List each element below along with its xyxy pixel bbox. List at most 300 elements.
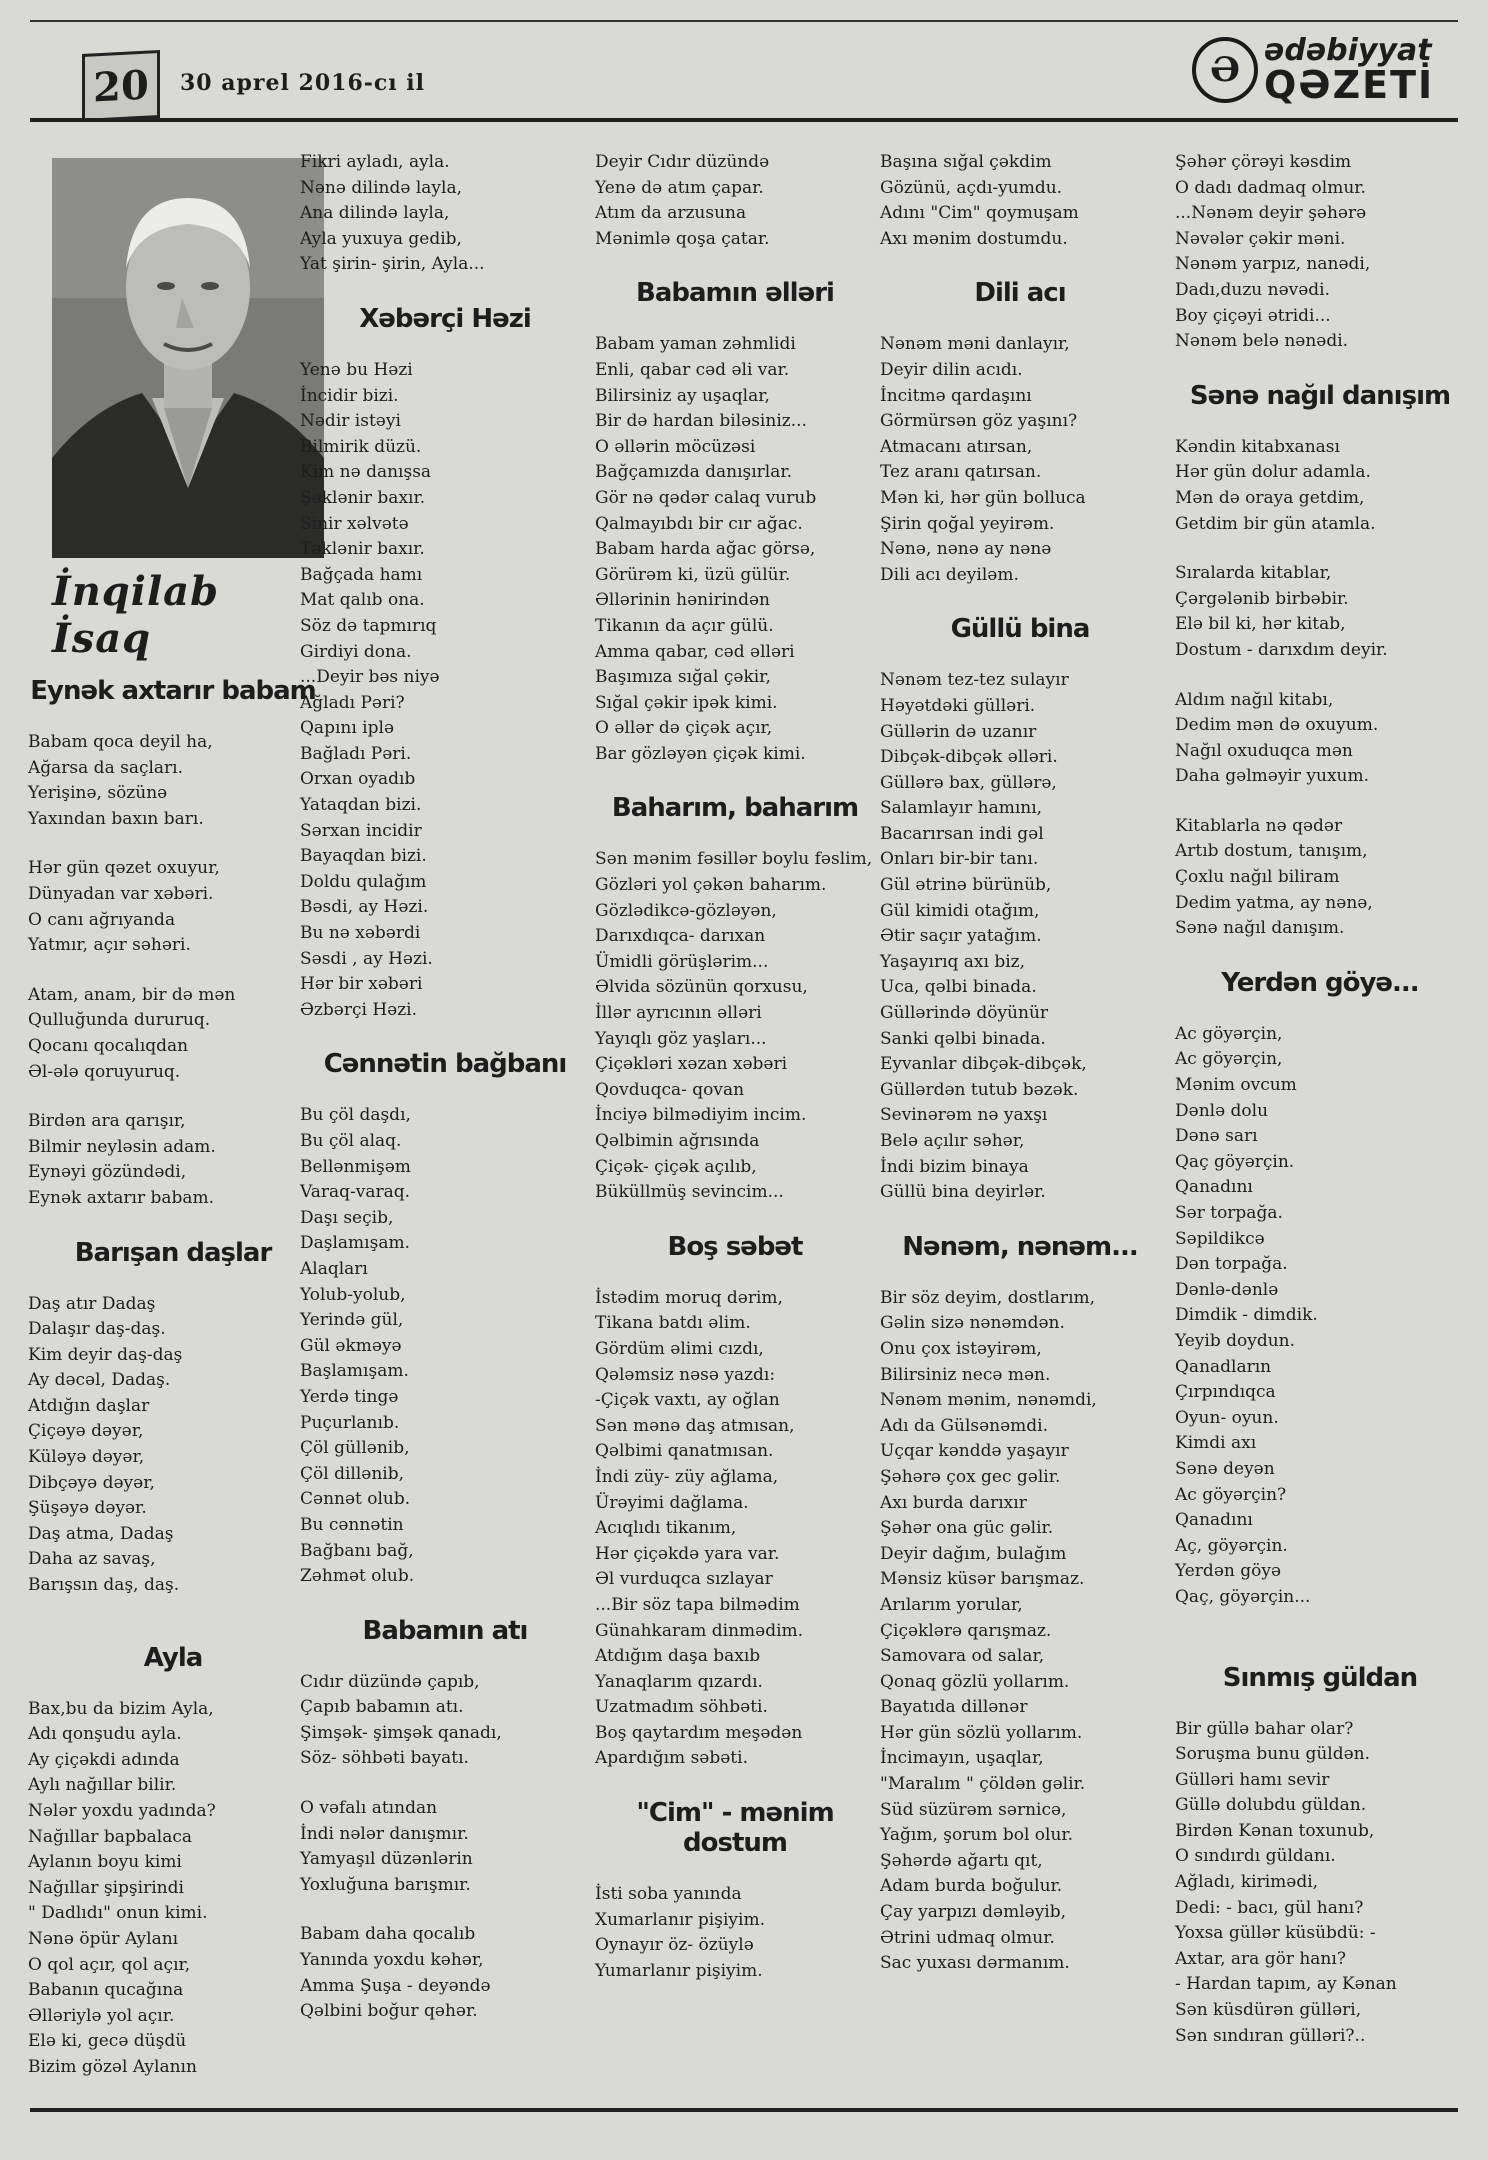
poem-line: İsti soba yanında — [595, 1884, 742, 1905]
poem-line: Elə ki, gecə düşdü — [28, 2031, 187, 2052]
poem-line: Eyvanlar dibçək-dibçək, — [880, 1054, 1087, 1075]
poem-line: Sıralarda kitablar, — [1175, 563, 1332, 584]
poem-line: İndi nələr danışmır. — [300, 1823, 469, 1844]
poem-line: Dənlə dolu — [1175, 1100, 1269, 1121]
poem-title: Sınmış güldan — [1222, 1662, 1418, 1693]
poem-line: Salamlayır hamını, — [880, 798, 1043, 819]
poem-line: Mənimlə qoşa çatar. — [595, 228, 770, 249]
poem-title: Yerdən göyə... — [1221, 967, 1419, 998]
poem-line: Ac göyərçin? — [1175, 1484, 1287, 1505]
poem-babamin-ati — [300, 1616, 590, 2025]
poem-line: Ümidli görüşlərim... — [595, 951, 769, 972]
poem-lines — [28, 1697, 318, 2081]
poem-lines — [595, 332, 875, 767]
poem-line: Bilirsiniz necə mən. — [880, 1364, 1051, 1385]
poem-line: Yaxından baxın barı. — [28, 808, 204, 829]
poem-barisan — [28, 1238, 318, 1599]
poem-line: Nənə öpür Aylanı — [28, 1928, 179, 1949]
poem-line: Boy çiçəyi ətridi... — [1175, 305, 1331, 326]
poem-line: Sərxan incidir — [300, 820, 422, 841]
poem-line: Hər gün sözlü yollarım. — [880, 1722, 1083, 1743]
poem-line: Əl-ələ qoruyuruq. — [28, 1061, 181, 1082]
poem-line: Orxan oyadıb — [300, 769, 416, 790]
poem-line: O canı ağrıyanda — [28, 909, 176, 930]
poem-line: Gördüm əlimi cızdı, — [595, 1338, 764, 1359]
poem-line: Bir güllə bahar olar? — [1175, 1718, 1354, 1739]
author-name: İnqilab İsaq — [52, 568, 220, 662]
poem-line: Nənəm tez-tez sulayır — [880, 670, 1069, 691]
poem-title: Sənə nağıl danışım — [1189, 380, 1451, 411]
poem-nenem — [880, 1232, 1160, 1977]
poem-yerden — [1175, 968, 1465, 1611]
poem-line: Çoxlu nağıl biliram — [1175, 867, 1340, 888]
poem-lines — [1175, 150, 1465, 355]
poem-line: Yaşayırıq axı biz, — [880, 951, 1026, 972]
poem-line: Doldu qulağım — [300, 871, 427, 892]
poem-line: Alaqları — [300, 1258, 368, 1279]
poem-bos-sebet — [595, 1232, 875, 1772]
poem-line: Qapını iplə — [300, 718, 394, 739]
poem-line: Mənsiz küsər barışmaz. — [880, 1569, 1085, 1590]
poem-lines — [300, 358, 590, 1023]
poem-line: Qaç göyərçin. — [1175, 1151, 1295, 1172]
poem-line: Bilirsiniz ay uşaqlar, — [595, 385, 770, 406]
poem-line: Acıqlıdı tikanım, — [595, 1518, 737, 1539]
poem-line: Nənəm yarpız, nanədi, — [1175, 254, 1371, 275]
poem-line: Belə açılır səhər, — [880, 1131, 1025, 1151]
poem-line: Əlvida sözünün qorxusu, — [595, 977, 808, 998]
poem-lines — [880, 1286, 1160, 1977]
poem-line: -Çiçək vaxtı, ay oğlan — [595, 1390, 780, 1411]
poem-line: Dən torpağa. — [1175, 1254, 1288, 1275]
poem-line: Amma Şuşa - deyəndə — [300, 1975, 491, 1996]
stanza-gap — [28, 1085, 318, 1109]
poem-line: Puçurlanıb. — [300, 1412, 400, 1433]
poem-line: Boş qaytardım meşədən — [595, 1722, 803, 1743]
poem-line: Aylanın boyu kimi — [28, 1852, 182, 1873]
poem-line: İncitmə qardaşını — [880, 385, 1032, 406]
poem-ayla-continued — [300, 150, 590, 278]
poem-line: Bacarırsan indi gəl — [880, 823, 1044, 844]
poem-line: Əl vurduqca sızlayar — [595, 1569, 773, 1590]
poem-title: Eynək axtarır babam — [30, 676, 316, 706]
poem-line: Hər bir xəbəri — [300, 974, 423, 995]
poem-line: Nələr yoxdu yadında? — [28, 1801, 216, 1821]
poem-line: Nənəm məni danlayır, — [880, 334, 1070, 355]
poem-line: Yeyib doydun. — [1175, 1330, 1296, 1351]
poem-lines — [595, 1882, 875, 1984]
author-photo — [52, 158, 324, 558]
poem-title: Güllü bina — [950, 614, 1090, 645]
poem-line: Mənim ovcum — [1175, 1075, 1297, 1096]
poem-line: Dənə sarı — [1175, 1126, 1258, 1147]
poem-line: Ətrini udmaq olmur. — [880, 1927, 1055, 1948]
poem-line: Yamyaşıl düzənlərin — [300, 1849, 473, 1870]
poem-nagil — [1175, 381, 1465, 942]
poem-line: Tikanın da açır gülü. — [595, 615, 774, 636]
poem-line: Bağçada hamı — [300, 564, 423, 585]
poem-line: Bəsdi, ay Həzi. — [300, 897, 429, 918]
poem-line: Gözünü, açdı-yumdu. — [880, 177, 1063, 198]
poem-line: Səsdi , ay Həzi. — [300, 948, 433, 969]
poem-line: Qulluğunda dururuq. — [28, 1010, 211, 1031]
poem-line: Ağarsa da saçları. — [28, 757, 184, 778]
poem-line: Darıxdıqca- darıxan — [595, 926, 766, 947]
poem-line: Görmürsən göz yaşını? — [880, 411, 1078, 432]
poem-line: Qəlbini boğur qəhər. — [300, 2001, 478, 2022]
poem-line: Söz də tapmırıq — [300, 615, 437, 636]
poem-line: Şirin qoğal yeyirəm. — [880, 513, 1055, 534]
poem-line: Adını "Cim" qoymuşam — [880, 203, 1079, 224]
poem-sinmis — [1175, 1663, 1465, 2050]
poem-line: Dostum - darıxdım deyir. — [1175, 639, 1388, 660]
poem-line: Barışsın daş, daş. — [28, 1575, 180, 1596]
poem-line: Atdığım daşa baxıb — [595, 1646, 761, 1667]
poem-cennet — [300, 1049, 590, 1589]
poem-line: Nənəm belə nənədi. — [1175, 331, 1349, 352]
poem-lines — [300, 150, 590, 278]
poem-line: Ay dəcəl, Dadaş. — [28, 1370, 171, 1391]
poem-line: Şüşəyə dəyər. — [28, 1498, 147, 1519]
poem-line: Qəlbimin ağrısında — [595, 1131, 760, 1151]
column-3 — [595, 150, 875, 2010]
poem-line: Deyir Cıdır düzündə — [595, 152, 770, 172]
poem-line: Kimdi axı — [1175, 1433, 1257, 1454]
poem-line: Ana dilində layla, — [300, 203, 450, 224]
poem-line: Küləyə dəyər, — [28, 1447, 145, 1468]
poem-line: Yumarlanır pişiyim. — [595, 1960, 763, 1981]
poem-title: Ayla — [143, 1642, 203, 1673]
poem-line: Apardığım səbəti. — [595, 1748, 748, 1769]
poem-line: Daşı seçib, — [300, 1207, 394, 1228]
poem-line: Şəhərə çox gec gəlir. — [880, 1466, 1061, 1487]
poem-line: Babam harda ağac görsə, — [595, 539, 816, 560]
poem-line: Atam, anam, bir də mən — [28, 984, 236, 1005]
poem-line: Yayıqlı göz yaşları... — [595, 1028, 767, 1049]
poem-line: Babam yaman zəhmlidi — [595, 334, 796, 355]
poem-line: İncimayın, uşaqlar, — [880, 1748, 1044, 1769]
poem-line: ...Bir söz tapa bilmədim — [595, 1594, 800, 1615]
poem-line: Deyir dağım, bulağım — [880, 1543, 1067, 1564]
poem-title: Babamın əlləri — [636, 278, 834, 309]
logo-bottom-text: QƏZETİ — [1264, 63, 1435, 107]
poem-line: - Hardan tapım, ay Kənan — [1175, 1974, 1397, 1995]
poem-line: Varaq-varaq. — [300, 1182, 411, 1203]
column-5 — [1175, 150, 1465, 2075]
poem-line: Güllərində döyünür — [880, 1003, 1049, 1024]
poem-line: Bağçamızda danışırlar. — [595, 462, 793, 483]
poem-line: Başımıza sığal çəkir, — [595, 667, 771, 688]
poem-line: Sən mənə daş atmısan, — [595, 1415, 795, 1436]
poem-line: Mən də oraya getdim, — [1175, 487, 1365, 508]
poem-title: Dili acı — [974, 278, 1066, 309]
poem-line: Nənəm mənim, nənəmdi, — [880, 1390, 1097, 1411]
poem-line: O vəfalı atından — [300, 1798, 438, 1819]
poem-line: Cıdır düzündə çapıb, — [300, 1671, 480, 1692]
poem-line: Bilmir neyləsin adam. — [28, 1136, 216, 1157]
poem-line: Fikri ayladı, ayla. — [300, 152, 450, 172]
poem-line: Daha az savaş, — [28, 1549, 156, 1570]
poem-line: Gəlin sizə nənəmdən. — [880, 1313, 1065, 1334]
poem-line: Dedim mən də oxuyum. — [1175, 715, 1379, 736]
poem-line: Gör nə qədər calaq vurub — [595, 487, 817, 508]
poem-lines — [28, 1292, 318, 1599]
poem-line: Babam qoca deyil ha, — [28, 732, 213, 752]
poem-line: Sən mənim fəsillər boylu fəslim, — [595, 849, 873, 870]
poem-line: Başına sığal çəkdim — [880, 152, 1052, 172]
stanza-gap — [300, 1898, 590, 1922]
poem-line: Axı burda darıxır — [880, 1492, 1027, 1513]
poem-line: Yat şirin- şirin, Ayla... — [300, 254, 485, 275]
poem-line: Bizim gözəl Aylanın — [28, 2056, 197, 2077]
poem-baharim — [595, 793, 875, 1205]
poem-lines — [1175, 435, 1465, 942]
poem-line: Onları bir-bir tanı. — [880, 849, 1039, 870]
poem-line: Zəhmət olub. — [300, 1566, 415, 1587]
poem-line: Bilmirik düzü. — [300, 436, 422, 457]
poem-babamin-ati-continued — [595, 150, 875, 252]
poem-line: Qəlbimi qanatmısan. — [595, 1441, 774, 1462]
poem-line: Girdiyi dona. — [300, 641, 412, 662]
poem-line: Ay çiçəkdi adında — [28, 1749, 180, 1770]
poem-line: Atmacanı atırsan, — [880, 436, 1033, 457]
poem-line: Xumarlanır pişiyim. — [595, 1909, 765, 1930]
stanza-gap — [1175, 664, 1465, 688]
stanza-gap — [28, 959, 318, 983]
poem-line: Güllərin də uzanır — [880, 721, 1037, 742]
top-rule — [30, 20, 1458, 22]
poem-line: Bax,bu da bizim Ayla, — [28, 1698, 214, 1719]
poem-line: Babanın qucağına — [28, 1980, 184, 2001]
poem-line: Gözlədikcə-gözləyən, — [595, 900, 777, 921]
poem-line: Nağıllar şipşirindi — [28, 1877, 184, 1898]
poem-line: Sığal çəkir ipək kimi. — [595, 692, 778, 713]
poem-line: Bir də hardan biləsiniz... — [595, 411, 807, 432]
poem-line: Yataqdan bizi. — [300, 795, 422, 816]
poem-line: Səpildikcə — [1175, 1228, 1265, 1249]
bottom-rule — [30, 2108, 1458, 2112]
poem-line: İllər ayrıcının əlləri — [595, 1003, 762, 1024]
poem-line: Birdən Kənan toxunub, — [1175, 1820, 1375, 1841]
poem-line: Güllərə bax, güllərə, — [880, 772, 1057, 793]
poem-line: Çiçək- çiçək açılıb, — [595, 1156, 757, 1177]
stanza-gap — [300, 1772, 590, 1796]
poem-line: Bu nə xəbərdi — [300, 923, 421, 944]
poem-line: Dimdik - dimdik. — [1175, 1305, 1318, 1326]
poem-line: Yoxluğuna barışmır. — [300, 1874, 471, 1895]
poem-lines — [880, 668, 1160, 1205]
poem-gullu-bina — [880, 614, 1160, 1205]
poem-title: Nənəm, nənəm... — [902, 1231, 1138, 1262]
poem-title: "Cim" - mənim dostum — [636, 1798, 834, 1859]
poem-line: Bayaqdan bizi. — [300, 846, 427, 867]
poem-line: Qələmsiz nəsə yazdı: — [595, 1364, 776, 1385]
poem-lines — [300, 1670, 590, 2025]
poem-line: O sındırdı güldanı. — [1175, 1846, 1336, 1867]
poem-line: Çiçəyə dəyər, — [28, 1421, 144, 1442]
poem-line: Çərgələnib birbəbir. — [1175, 588, 1349, 609]
poem-line: Daşlamışam. — [300, 1233, 411, 1254]
poem-lines — [1175, 1717, 1465, 2050]
poem-lines — [595, 1286, 875, 1772]
poem-dili-aci — [880, 278, 1160, 588]
poem-line: Yoxsa güllər küsübdü: - — [1175, 1923, 1376, 1944]
poem-line: Çiçəklərə qarışmaz. — [880, 1620, 1052, 1641]
poem-line: Aylı nağıllar bilir. — [28, 1775, 177, 1796]
poem-line: O əllərin möcüzəsi — [595, 436, 756, 457]
poem-line: Ətir saçır yatağım. — [880, 926, 1042, 947]
poem-nenem-continued — [1175, 150, 1465, 355]
logo-emblem: Ə — [1192, 37, 1258, 103]
poem-title: Babamın atı — [362, 1615, 528, 1646]
poem-line: Axı mənim dostumdu. — [880, 228, 1068, 249]
poem-line: Adı qonşudu ayla. — [28, 1724, 182, 1745]
poem-line: Daha gəlməyir yuxum. — [1175, 766, 1369, 787]
poem-line: Ac göyərçin, — [1175, 1049, 1283, 1070]
poem-line: Çırpındıqca — [1175, 1382, 1276, 1403]
poem-line: Sevinərəm nə yaxşı — [880, 1105, 1048, 1126]
poem-line: Yanında yoxdu kəhər, — [300, 1950, 484, 1971]
poem-line: ...Nənəm deyir şəhərə — [1175, 203, 1367, 224]
poem-line: Atım da arzusuna — [595, 203, 747, 224]
poem-line: Əzbərçi Həzi. — [300, 999, 418, 1020]
poem-line: Gözləri yol çəkən baharım. — [595, 875, 827, 896]
poem-line: Təklənir baxır. — [300, 539, 425, 560]
poem-line: Dadı,duzu nəvədi. — [1175, 279, 1331, 300]
poem-line: Bu cənnətin — [300, 1514, 404, 1535]
poem-lines — [300, 1103, 590, 1589]
poem-line: Qanadların — [1175, 1356, 1272, 1377]
poem-line: Yenə də atım çapar. — [595, 177, 764, 198]
poem-line: Şəklənir baxır. — [300, 487, 426, 508]
poem-title: Baharım, baharım — [611, 793, 859, 824]
poem-line: Bu çöl daşdı, — [300, 1105, 411, 1126]
poem-line: Hər gün dolur adamla. — [1175, 462, 1371, 483]
poem-lines — [28, 730, 318, 1212]
poem-line: Adı da Gülsənəmdi. — [880, 1415, 1049, 1436]
poem-line: Qanadını — [1175, 1510, 1253, 1531]
poem-lines — [880, 150, 1160, 252]
poem-line: Uçqar kənddə yaşayır — [880, 1441, 1069, 1462]
poem-line: Sən küsdürən gülləri, — [1175, 2000, 1362, 2021]
poem-line: Yerdən göyə — [1175, 1561, 1282, 1582]
poem-line: İstədim moruq dərim, — [595, 1287, 783, 1308]
poem-line: Büküllmüş sevincim... — [595, 1182, 784, 1203]
poem-line: Uca, qəlbi binada. — [880, 977, 1037, 998]
poem-line: Onu çox istəyirəm, — [880, 1338, 1042, 1359]
poem-line: İncidir bizi. — [300, 385, 399, 406]
poem-line: Soruşma bunu güldən. — [1175, 1744, 1371, 1765]
poem-babamin-elleri — [595, 278, 875, 767]
poem-xeberci — [300, 304, 590, 1023]
poem-line: Bağbanı bağ, — [300, 1540, 414, 1561]
poem-line: Həyətdəki gülləri. — [880, 695, 1036, 716]
poem-line: O əllər də çiçək açır, — [595, 718, 773, 739]
poem-line: Eynək axtarır babam. — [28, 1187, 215, 1208]
poem-line: Şimşək- şimşək qanadı, — [300, 1722, 502, 1743]
poem-line: " Dadlıdı" onun kimi. — [28, 1903, 208, 1924]
poem-line: Babam daha qocalıb — [300, 1924, 476, 1945]
poem-line: Şəhər ona güc gəlir. — [880, 1518, 1054, 1539]
poem-line: Güllərdən tutub bəzək. — [880, 1079, 1079, 1100]
poem-line: Kim nə danışsa — [300, 462, 432, 483]
poem-line: Əlləriylə yol açır. — [28, 2005, 175, 2026]
poem-line: Tez aranı qatırsan. — [880, 462, 1042, 483]
poem-line: Yağım, şorum bol olur. — [880, 1825, 1074, 1846]
poem-line: Daş atır Dadaş — [28, 1293, 156, 1314]
stanza-gap — [28, 832, 318, 856]
poem-line: Sənə nağıl danışım. — [1175, 918, 1345, 939]
poem-line: İnciyə bilmədiyim incim. — [595, 1105, 807, 1126]
poem-line: İndi züy- züy ağlama, — [595, 1466, 779, 1487]
poem-line: Cənnət olub. — [300, 1489, 411, 1510]
poem-line: Axtar, ara gör hanı? — [1175, 1948, 1346, 1969]
poem-line: Ağladı Pəri? — [300, 692, 405, 713]
poem-line: Oynayır öz- özüylə — [595, 1935, 754, 1956]
poem-line: Sac yuxası dərmanım. — [880, 1953, 1070, 1974]
poem-line: Artıb dostum, tanışım, — [1175, 841, 1368, 862]
poem-line: Gül ətrinə bürünüb, — [880, 875, 1052, 896]
poem-line: "Maralım " çöldən gəlir. — [880, 1774, 1086, 1795]
poem-ayla — [28, 1643, 318, 2081]
poem-line: Kim deyir daş-daş — [28, 1344, 183, 1365]
poem-line: Getdim bir gün atamla. — [1175, 513, 1376, 534]
newspaper-logo — [1192, 30, 1452, 110]
poem-line: Dili acı deyiləm. — [880, 564, 1019, 585]
poem-line: Uzatmadım söhbəti. — [595, 1697, 768, 1718]
poem-line: Dünyadan var xəbəri. — [28, 883, 214, 904]
poem-line: Şəhərdə ağartı qıt, — [880, 1850, 1043, 1871]
poem-line: Başlamışam. — [300, 1361, 409, 1382]
poem-lines — [1175, 1022, 1465, 1611]
poem-line: Arılarım yorular, — [880, 1594, 1023, 1615]
poem-line: Süd süzürəm sərnicə, — [880, 1799, 1067, 1820]
poem-line: Şəhər çörəyi kəsdim — [1175, 152, 1352, 172]
poem-line: Qaç, göyərçin... — [1175, 1586, 1311, 1607]
poem-title: Barışan daşlar — [74, 1237, 272, 1268]
poem-line: Sanki qəlbi binada. — [880, 1028, 1046, 1049]
poem-line: Çiçəkləri xəzan xəbəri — [595, 1054, 788, 1075]
poem-lines — [595, 150, 875, 252]
poem-line: Yerində gül, — [300, 1310, 404, 1331]
author-portrait-image — [52, 158, 324, 558]
poem-line: Söz- söhbəti bayatı. — [300, 1748, 469, 1769]
poem-line: Qalmayıbdı bir cır ağac. — [595, 513, 803, 534]
poem-title: Cənnətin bağbanı — [323, 1049, 567, 1080]
poem-line: Deyir dilin acıdı. — [880, 359, 1023, 380]
poem-line: Sənə deyən — [1175, 1458, 1275, 1479]
column-1 — [28, 660, 318, 2107]
poem-cim-dostum — [595, 1798, 875, 1984]
poem-line: Qocanı qocalıqdan — [28, 1035, 189, 1056]
poem-line: Kitablarla nə qədər — [1175, 815, 1343, 836]
poem-line: Adam burda boğulur. — [880, 1876, 1063, 1897]
poem-line: Mat qalıb ona. — [300, 590, 425, 611]
poem-line: Bar gözləyən çiçək kimi. — [595, 743, 806, 764]
stanza-gap — [1175, 790, 1465, 814]
poem-line: Yenə bu Həzi — [300, 359, 413, 380]
poem-line: Bağladı Pəri. — [300, 743, 412, 764]
poem-line: Bu çöl alaq. — [300, 1131, 402, 1151]
poem-line: Çöl dillənib, — [300, 1463, 405, 1484]
issue-date: 30 aprel 2016-cı il — [180, 70, 426, 96]
poem-line: Sinir xəlvətə — [300, 513, 409, 534]
poem-line: ...Deyir bəs niyə — [300, 667, 440, 688]
poem-line: Dibçək-dibçək əlləri. — [880, 747, 1058, 768]
poem-line: Sən sındıran gülləri?.. — [1175, 2025, 1366, 2046]
poem-line: Nənə, nənə ay nənə — [880, 539, 1052, 560]
poem-line: Birdən ara qarışır, — [28, 1111, 186, 1132]
